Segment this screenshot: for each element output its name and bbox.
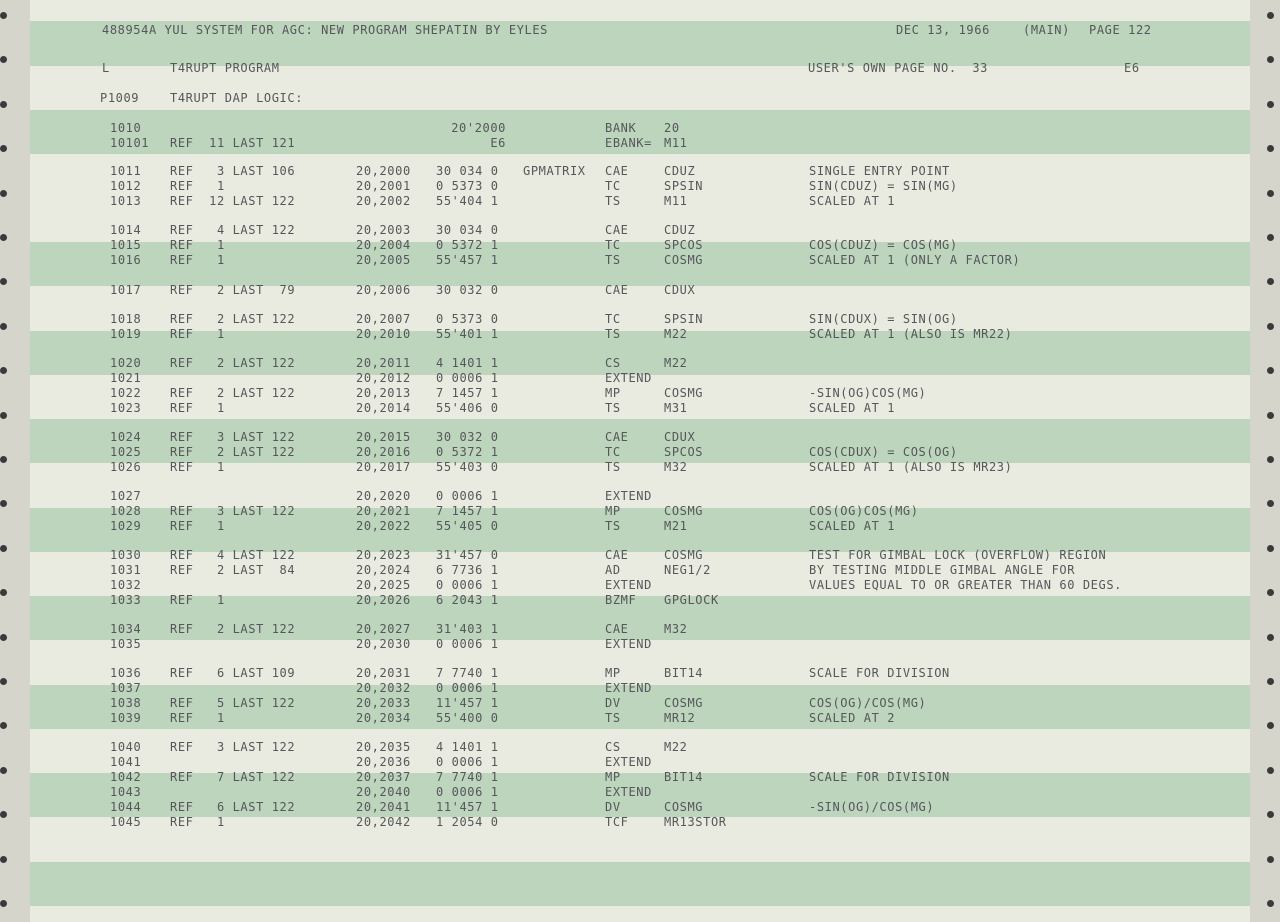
- operand: MR13STOR: [664, 815, 727, 829]
- line-number: 1025: [110, 445, 142, 459]
- operand: COSMG: [664, 800, 704, 814]
- line-number: 1038: [110, 696, 142, 710]
- line-number: 1033: [110, 593, 142, 607]
- comment: SIN(CDUZ) = SIN(MG): [809, 179, 958, 193]
- ref-field: REF 6 LAST 122: [170, 800, 296, 814]
- octal-word: 7 7740 1: [436, 666, 499, 680]
- ref-field: REF 2 LAST 122: [170, 445, 296, 459]
- subheader-user-page: USER'S OWN PAGE NO. 33: [808, 61, 988, 75]
- ref-field: REF 1: [170, 253, 225, 267]
- ref-field: REF 12 LAST 122: [170, 194, 296, 208]
- subheader-log: L: [102, 61, 110, 75]
- subheader-program: T4RUPT PROGRAM: [170, 61, 280, 75]
- address: 20,2042: [356, 815, 411, 829]
- sprocket-hole: [1267, 856, 1274, 863]
- line-number: 1010: [110, 121, 142, 135]
- opcode: TS: [605, 519, 621, 533]
- ref-field: REF 4 LAST 122: [170, 223, 296, 237]
- octal-word: 0 0006 1: [436, 785, 499, 799]
- comment: COS(OG)/COS(MG): [809, 696, 927, 710]
- comment: SIN(CDUX) = SIN(OG): [809, 312, 958, 326]
- operand: M31: [664, 401, 688, 415]
- operand: M11: [664, 136, 688, 150]
- line-number: 1014: [110, 223, 142, 237]
- opcode: TCF: [605, 815, 629, 829]
- opcode: MP: [605, 504, 621, 518]
- sprocket-hole: [0, 500, 7, 507]
- operand: M32: [664, 460, 688, 474]
- operand: MR12: [664, 711, 696, 725]
- comment: SCALED AT 1: [809, 401, 896, 415]
- address: 20,2003: [356, 223, 411, 237]
- ref-field: REF 3 LAST 122: [170, 740, 296, 754]
- ref-field: REF 1: [170, 711, 225, 725]
- opcode: CAE: [605, 548, 629, 562]
- operand: M21: [664, 519, 688, 533]
- ref-field: REF 1: [170, 179, 225, 193]
- address: 20,2036: [356, 755, 411, 769]
- sprocket-hole: [1267, 190, 1274, 197]
- address: 20,2022: [356, 519, 411, 533]
- octal-word: 0 0006 1: [436, 637, 499, 651]
- opcode: EXTEND: [605, 489, 652, 503]
- octal-word: 55'401 1: [436, 327, 499, 341]
- opcode: EXTEND: [605, 637, 652, 651]
- address: 20,2034: [356, 711, 411, 725]
- line-number: 1020: [110, 356, 142, 370]
- sprocket-hole: [1267, 900, 1274, 907]
- operand: COSMG: [664, 504, 704, 518]
- left-tractor-edge: [0, 0, 30, 922]
- opcode: TS: [605, 194, 621, 208]
- octal-word: 20'2000: [451, 121, 506, 135]
- operand: GPGLOCK: [664, 593, 719, 607]
- comment: SCALED AT 1: [809, 519, 896, 533]
- line-number: 1034: [110, 622, 142, 636]
- comment: VALUES EQUAL TO OR GREATER THAN 60 DEGS.: [809, 578, 1122, 592]
- ref-field: REF 2 LAST 122: [170, 386, 296, 400]
- ref-field: REF 1: [170, 519, 225, 533]
- line-number: 1035: [110, 637, 142, 651]
- ref-field: REF 2 LAST 122: [170, 312, 296, 326]
- ref-field: REF 4 LAST 122: [170, 548, 296, 562]
- operand: SPSIN: [664, 312, 704, 326]
- comment: SCALED AT 2: [809, 711, 896, 725]
- sprocket-hole: [1267, 101, 1274, 108]
- opcode: CS: [605, 740, 621, 754]
- octal-word: 55'403 0: [436, 460, 499, 474]
- line-number: 1019: [110, 327, 142, 341]
- operand: BIT14: [664, 770, 704, 784]
- ref-field: REF 3 LAST 122: [170, 504, 296, 518]
- opcode: TC: [605, 312, 621, 326]
- octal-word: 7 1457 1: [436, 386, 499, 400]
- address: 20,2005: [356, 253, 411, 267]
- address: 20,2002: [356, 194, 411, 208]
- header-main: (MAIN): [1023, 23, 1070, 37]
- sprocket-hole: [0, 190, 7, 197]
- section-id: P1009: [100, 91, 140, 105]
- opcode: CAE: [605, 430, 629, 444]
- sprocket-hole: [1267, 323, 1274, 330]
- line-number: 1012: [110, 179, 142, 193]
- line-number: 1032: [110, 578, 142, 592]
- sprocket-hole: [1267, 678, 1274, 685]
- opcode: TS: [605, 401, 621, 415]
- sprocket-hole: [1267, 500, 1274, 507]
- sprocket-hole: [1267, 722, 1274, 729]
- operand: 20: [664, 121, 680, 135]
- opcode: TS: [605, 460, 621, 474]
- address: 20,2015: [356, 430, 411, 444]
- opcode: TS: [605, 253, 621, 267]
- sprocket-hole: [0, 545, 7, 552]
- opcode: EBANK=: [605, 136, 652, 150]
- line-number: 1027: [110, 489, 142, 503]
- line-number: 1016: [110, 253, 142, 267]
- address: 20,2031: [356, 666, 411, 680]
- address: 20,2017: [356, 460, 411, 474]
- opcode: MP: [605, 386, 621, 400]
- ref-field: REF 1: [170, 401, 225, 415]
- opcode: DV: [605, 696, 621, 710]
- printout-paper: [30, 0, 1250, 922]
- opcode: TC: [605, 179, 621, 193]
- sprocket-hole: [0, 56, 7, 63]
- operand: CDUZ: [664, 164, 696, 178]
- operand: M11: [664, 194, 688, 208]
- line-number: 1030: [110, 548, 142, 562]
- operand: SPCOS: [664, 238, 704, 252]
- opcode: EXTEND: [605, 578, 652, 592]
- address: 20,2006: [356, 283, 411, 297]
- sprocket-hole: [0, 856, 7, 863]
- ref-field: REF 3 LAST 106: [170, 164, 296, 178]
- address: 20,2033: [356, 696, 411, 710]
- ref-field: REF 1: [170, 593, 225, 607]
- operand: CDUZ: [664, 223, 696, 237]
- comment: COS(OG)COS(MG): [809, 504, 919, 518]
- octal-word: 4 1401 1: [436, 356, 499, 370]
- ref-field: REF 5 LAST 122: [170, 696, 296, 710]
- octal-word: 30 034 0: [436, 164, 499, 178]
- sprocket-hole: [0, 234, 7, 241]
- comment: BY TESTING MIDDLE GIMBAL ANGLE FOR: [809, 563, 1076, 577]
- octal-word: 4 1401 1: [436, 740, 499, 754]
- octal-word: 0 5373 0: [436, 179, 499, 193]
- line-number: 1017: [110, 283, 142, 297]
- sprocket-hole: [0, 278, 7, 285]
- sprocket-hole: [0, 634, 7, 641]
- ref-field: REF 1: [170, 238, 225, 252]
- sprocket-hole: [1267, 545, 1274, 552]
- sprocket-hole: [0, 412, 7, 419]
- comment: TEST FOR GIMBAL LOCK (OVERFLOW) REGION: [809, 548, 1107, 562]
- header-page: PAGE 122: [1089, 23, 1152, 37]
- ref-field: REF 2 LAST 79: [170, 283, 296, 297]
- sprocket-hole: [0, 323, 7, 330]
- opcode: DV: [605, 800, 621, 814]
- octal-word: 6 2043 1: [436, 593, 499, 607]
- sprocket-hole: [1267, 12, 1274, 19]
- line-number: 1028: [110, 504, 142, 518]
- opcode: MP: [605, 770, 621, 784]
- address: 20,2023: [356, 548, 411, 562]
- operand: COSMG: [664, 386, 704, 400]
- line-number: 10101: [110, 136, 150, 150]
- sprocket-hole: [0, 767, 7, 774]
- sprocket-hole: [1267, 412, 1274, 419]
- ref-field: REF 1: [170, 815, 225, 829]
- sprocket-hole: [1267, 278, 1274, 285]
- line-number: 1015: [110, 238, 142, 252]
- opcode: AD: [605, 563, 621, 577]
- line-number: 1021: [110, 371, 142, 385]
- line-number: 1044: [110, 800, 142, 814]
- sprocket-hole: [1267, 456, 1274, 463]
- address: 20,2032: [356, 681, 411, 695]
- address: 20,2016: [356, 445, 411, 459]
- octal-word: 0 0006 1: [436, 578, 499, 592]
- address: 20,2007: [356, 312, 411, 326]
- ref-field: REF 2 LAST 122: [170, 356, 296, 370]
- opcode: EXTEND: [605, 755, 652, 769]
- line-number: 1024: [110, 430, 142, 444]
- opcode: MP: [605, 666, 621, 680]
- ref-field: REF 1: [170, 327, 225, 341]
- opcode: TS: [605, 711, 621, 725]
- operand: M22: [664, 740, 688, 754]
- line-number: 1043: [110, 785, 142, 799]
- operand: M32: [664, 622, 688, 636]
- line-number: 1011: [110, 164, 142, 178]
- ref-field: REF 2 LAST 122: [170, 622, 296, 636]
- opcode: CAE: [605, 283, 629, 297]
- line-number: 1022: [110, 386, 142, 400]
- sprocket-hole: [0, 145, 7, 152]
- label: GPMATRIX: [523, 164, 586, 178]
- sprocket-hole: [1267, 589, 1274, 596]
- octal-word: 0 5373 0: [436, 312, 499, 326]
- opcode: BZMF: [605, 593, 637, 607]
- ref-field: REF 2 LAST 84: [170, 563, 296, 577]
- opcode: TC: [605, 445, 621, 459]
- address: 20,2025: [356, 578, 411, 592]
- octal-word: 31'457 0: [436, 548, 499, 562]
- sprocket-hole: [1267, 367, 1274, 374]
- operand: BIT14: [664, 666, 704, 680]
- line-number: 1036: [110, 666, 142, 680]
- octal-word: 30 034 0: [436, 223, 499, 237]
- octal-word: 11'457 1: [436, 696, 499, 710]
- octal-word: 55'406 0: [436, 401, 499, 415]
- operand: SPCOS: [664, 445, 704, 459]
- line-number: 1013: [110, 194, 142, 208]
- octal-word: 55'457 1: [436, 253, 499, 267]
- octal-word: 6 7736 1: [436, 563, 499, 577]
- address: 20,2020: [356, 489, 411, 503]
- comment: SCALED AT 1 (ALSO IS MR22): [809, 327, 1013, 341]
- operand: SPSIN: [664, 179, 704, 193]
- header-title: 488954A YUL SYSTEM FOR AGC: NEW PROGRAM SHEPATIN BY EYLES: [102, 23, 549, 37]
- address: 20,2011: [356, 356, 411, 370]
- address: 20,2012: [356, 371, 411, 385]
- opcode: CAE: [605, 622, 629, 636]
- subheader-revision: E6: [1124, 61, 1140, 75]
- opcode: TC: [605, 238, 621, 252]
- comment: SCALED AT 1 (ONLY A FACTOR): [809, 253, 1021, 267]
- opcode: BANK: [605, 121, 637, 135]
- section-title: T4RUPT DAP LOGIC:: [170, 91, 304, 105]
- comment: SINGLE ENTRY POINT: [809, 164, 950, 178]
- octal-word: 0 5372 1: [436, 445, 499, 459]
- comment: -SIN(OG)/COS(MG): [809, 800, 935, 814]
- ref-field: REF 11 LAST 121: [170, 136, 296, 150]
- octal-word: 30 032 0: [436, 283, 499, 297]
- operand: CDUX: [664, 430, 696, 444]
- address: 20,2001: [356, 179, 411, 193]
- operand: COSMG: [664, 696, 704, 710]
- comment: SCALED AT 1 (ALSO IS MR23): [809, 460, 1013, 474]
- opcode: EXTEND: [605, 681, 652, 695]
- address: 20,2037: [356, 770, 411, 784]
- octal-word: 0 0006 1: [436, 489, 499, 503]
- sprocket-hole: [0, 811, 7, 818]
- address: 20,2024: [356, 563, 411, 577]
- opcode: CS: [605, 356, 621, 370]
- sprocket-hole: [0, 367, 7, 374]
- line-number: 1045: [110, 815, 142, 829]
- octal-word: 0 0006 1: [436, 681, 499, 695]
- address: 20,2010: [356, 327, 411, 341]
- sprocket-hole: [1267, 811, 1274, 818]
- octal-word: 11'457 1: [436, 800, 499, 814]
- address: 20,2040: [356, 785, 411, 799]
- opcode: CAE: [605, 223, 629, 237]
- octal-word: 7 1457 1: [436, 504, 499, 518]
- opcode: EXTEND: [605, 785, 652, 799]
- comment: SCALE FOR DIVISION: [809, 770, 950, 784]
- sprocket-hole: [1267, 234, 1274, 241]
- line-number: 1041: [110, 755, 142, 769]
- sprocket-hole: [1267, 56, 1274, 63]
- line-number: 1037: [110, 681, 142, 695]
- octal-word: E6: [490, 136, 506, 150]
- line-number: 1040: [110, 740, 142, 754]
- address: 20,2004: [356, 238, 411, 252]
- opcode: CAE: [605, 164, 629, 178]
- opcode: EXTEND: [605, 371, 652, 385]
- sprocket-hole: [1267, 634, 1274, 641]
- line-number: 1031: [110, 563, 142, 577]
- operand: NEG1/2: [664, 563, 711, 577]
- operand: COSMG: [664, 253, 704, 267]
- octal-word: 0 5372 1: [436, 238, 499, 252]
- sprocket-hole: [0, 589, 7, 596]
- comment: SCALE FOR DIVISION: [809, 666, 950, 680]
- address: 20,2035: [356, 740, 411, 754]
- octal-word: 0 0006 1: [436, 755, 499, 769]
- sprocket-hole: [0, 456, 7, 463]
- octal-word: 55'404 1: [436, 194, 499, 208]
- header-date: DEC 13, 1966: [896, 23, 990, 37]
- octal-word: 7 7740 1: [436, 770, 499, 784]
- address: 20,2027: [356, 622, 411, 636]
- address: 20,2030: [356, 637, 411, 651]
- line-number: 1026: [110, 460, 142, 474]
- line-number: 1029: [110, 519, 142, 533]
- ref-field: REF 3 LAST 122: [170, 430, 296, 444]
- opcode: TS: [605, 327, 621, 341]
- right-tractor-edge: [1250, 0, 1280, 922]
- operand: CDUX: [664, 283, 696, 297]
- address: 20,2014: [356, 401, 411, 415]
- sprocket-hole: [0, 101, 7, 108]
- comment: COS(CDUX) = COS(OG): [809, 445, 958, 459]
- comment: SCALED AT 1: [809, 194, 896, 208]
- octal-word: 55'400 0: [436, 711, 499, 725]
- address: 20,2000: [356, 164, 411, 178]
- line-number: 1023: [110, 401, 142, 415]
- address: 20,2026: [356, 593, 411, 607]
- sprocket-hole: [0, 12, 7, 19]
- octal-word: 1 2054 0: [436, 815, 499, 829]
- sprocket-hole: [0, 900, 7, 907]
- operand: M22: [664, 356, 688, 370]
- line-number: 1018: [110, 312, 142, 326]
- line-number: 1042: [110, 770, 142, 784]
- sprocket-hole: [1267, 145, 1274, 152]
- ref-field: REF 6 LAST 109: [170, 666, 296, 680]
- operand: COSMG: [664, 548, 704, 562]
- operand: M22: [664, 327, 688, 341]
- sprocket-hole: [0, 678, 7, 685]
- comment: COS(CDUZ) = COS(MG): [809, 238, 958, 252]
- band: [30, 862, 1250, 906]
- address: 20,2021: [356, 504, 411, 518]
- comment: -SIN(OG)COS(MG): [809, 386, 927, 400]
- address: 20,2041: [356, 800, 411, 814]
- octal-word: 0 0006 1: [436, 371, 499, 385]
- octal-word: 55'405 0: [436, 519, 499, 533]
- ref-field: REF 7 LAST 122: [170, 770, 296, 784]
- address: 20,2013: [356, 386, 411, 400]
- sprocket-hole: [1267, 767, 1274, 774]
- sprocket-hole: [0, 722, 7, 729]
- ref-field: REF 1: [170, 460, 225, 474]
- line-number: 1039: [110, 711, 142, 725]
- octal-word: 30 032 0: [436, 430, 499, 444]
- octal-word: 31'403 1: [436, 622, 499, 636]
